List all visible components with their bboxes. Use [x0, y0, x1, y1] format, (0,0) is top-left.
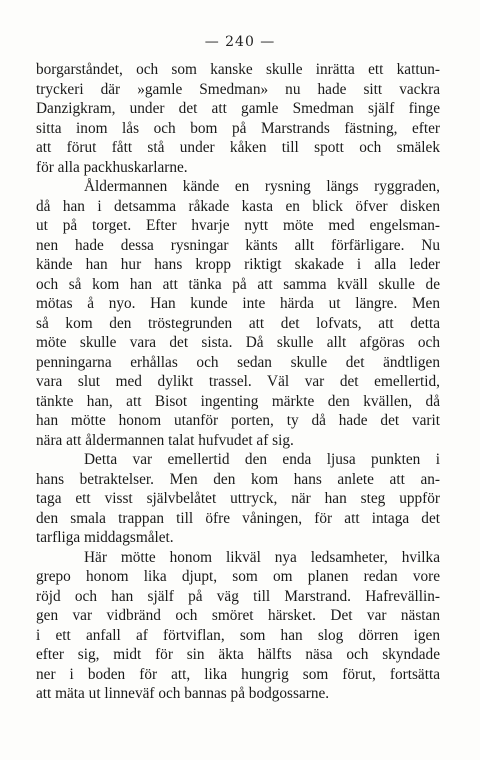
text-line: penningarna erhållas och sedan skulle det ändtligen [36, 353, 440, 371]
text-line: möte skulle vara det sista. Då skulle allt afgöras och [36, 334, 440, 351]
text-line: Danzigkram, under det att gamle Smedman själf finge [36, 100, 440, 117]
text-line: vara slut med dylikt trassel. Väl var det emellertid, [36, 373, 440, 390]
text-line: hans betraktelser. Men den kom hans anlete att an- [36, 470, 440, 488]
text-line: tryckeri där »gamle Smedman» nu hade sitt vackra [36, 80, 440, 98]
text-line: han mötte honom utanför porten, ty då hade det varit [36, 412, 440, 429]
text-line: för alla packhuskarlarne. [36, 158, 188, 176]
text-line: sitta inom lås och bom på Marstrands fästning, efter [36, 119, 440, 137]
text-line: taga ett visst självbelåtet uttryck, när han steg uppför [36, 490, 440, 507]
text-line: Här mötte honom likväl nya ledsamheter, hvilka [84, 548, 440, 566]
text-line: röjd och han själf på väg till Marstrand. Hafrevällin- [36, 587, 440, 605]
text-line: i ett anfall af förtviflan, som han slog dörren igen [36, 626, 440, 644]
text-line: tarfliga middagsmålet. [36, 529, 174, 546]
paragraph [36, 177, 440, 450]
paragraph [36, 60, 440, 177]
text-line: ner i boden för att, lika hungrig som förut, fortsätta [36, 665, 440, 683]
text-line: ut på torget. Efter hvarje nytt möte med engelsman- [36, 217, 440, 234]
text-line: efter sig, midt för sin äkta hälfts näsa och skyndade [36, 646, 440, 663]
paragraph [36, 450, 440, 548]
text-line: tänkte han, att Bisot ingenting märkte den kvällen, då [36, 392, 440, 410]
text-line: den smala trappan till öfre våningen, för att intaga det [36, 509, 440, 527]
paragraph [36, 548, 440, 704]
text-line: nen hade dessa rysningar känts allt förfärligare. Nu [36, 236, 440, 254]
text-line: att förut fått stå under kåken till spott och smälek [36, 139, 440, 156]
text-line: nära att åldermannen talat hufvudet af sig. [36, 431, 294, 449]
text-line: grepo honom lika djupt, som om planen redan vore [36, 568, 440, 585]
page-number: — 240 — [204, 34, 276, 50]
text-line: Detta var emellertid den enda ljusa punkten i [84, 451, 440, 468]
text-line: att mäta ut linneväf och bannas på bodgossarne. [36, 685, 330, 702]
text-line: gen var vidbränd och smöret härsket. Det var nästan [36, 607, 440, 624]
text-line: Åldermannen kände en rysning längs ryggraden, [84, 178, 440, 195]
text-line: kände han hur hans kropp riktigt skakade i alla leder [36, 256, 440, 273]
text-line: och så kom han att tänka på att samma kväll skulle de [36, 275, 440, 293]
text-line: mötas å nyo. Han kunde inte härda ut längre. Men [36, 295, 440, 312]
text-line: så kom den tröstegrunden att det lofvats, att detta [36, 314, 440, 332]
text-line: borgarståndet, och som kanske skulle inrätta ett kattun- [36, 61, 440, 78]
text-line: då han i detsamma råkade kasta en blick öfver disken [36, 197, 440, 215]
body-text [36, 60, 440, 704]
